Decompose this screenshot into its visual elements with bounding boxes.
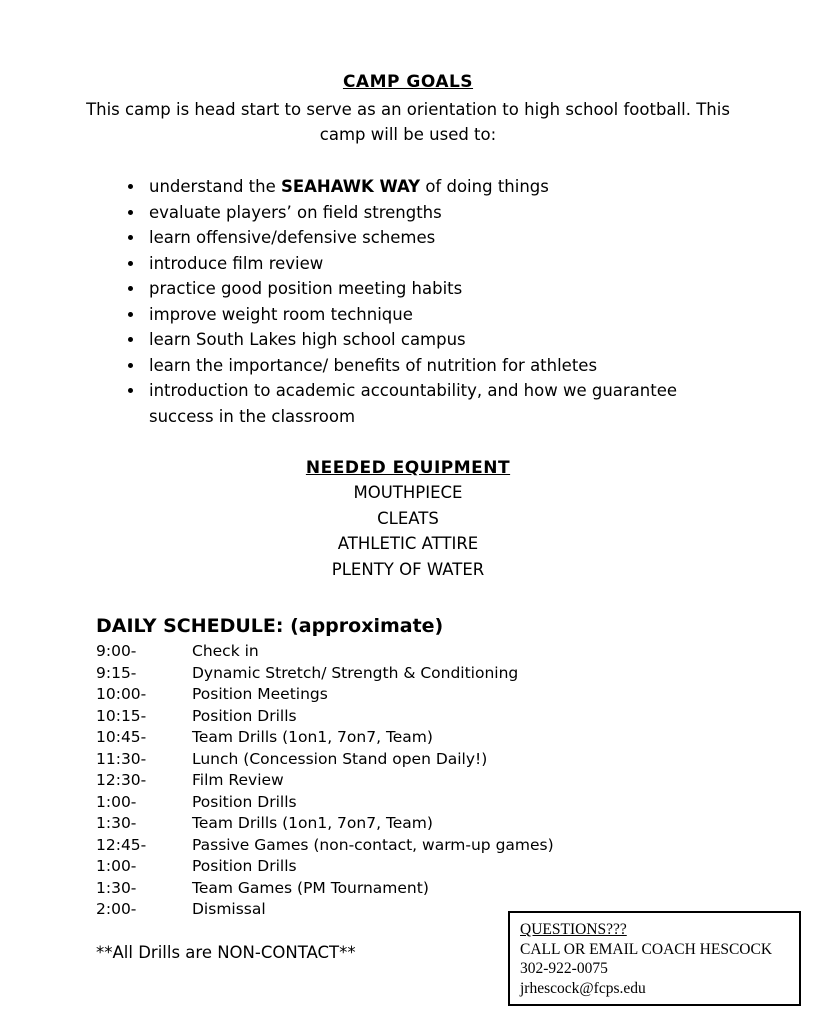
schedule-activity: Position Meetings <box>192 685 328 703</box>
goal-bullet-text: practice good position meeting habits <box>149 279 463 298</box>
contact-box <box>508 911 801 1006</box>
goal-bullet-text: introduction to academic accountability, and how we guarantee success in the classroom <box>149 381 678 426</box>
contact-box-line: CALL OR EMAIL COACH HESCOCK <box>520 940 773 958</box>
schedule-activity: Position Drills <box>192 706 297 725</box>
goal-bullet-text: learn the importance/ benefits of nutrition for athletes <box>149 355 598 375</box>
schedule-row <box>96 856 816 878</box>
schedule-activity: Team Drills (1on1, 7on7, Team) <box>192 814 433 832</box>
goal-bullet-item <box>145 378 685 429</box>
schedule-time: 1:30- <box>96 878 137 897</box>
schedule-time: 9:15- <box>96 663 137 682</box>
schedule-time: 1:00- <box>96 792 137 811</box>
schedule-row <box>96 749 816 771</box>
daily-schedule-section <box>96 615 816 921</box>
schedule-activity: Passive Games (non-contact, warm-up games) <box>192 835 554 854</box>
goal-bullet-item <box>145 302 685 328</box>
goal-bullet-item <box>145 251 685 277</box>
schedule-activity: Dynamic Stretch/ Strength & Conditioning <box>192 663 519 682</box>
goal-bullet-text: learn South Lakes high school campus <box>149 330 466 349</box>
equipment-item: ATHLETIC ATTIRE <box>337 534 479 553</box>
goal-bullet-item <box>145 353 685 379</box>
schedule-row <box>96 878 816 900</box>
schedule-time: 10:15- <box>96 706 147 725</box>
schedule-row <box>96 835 816 857</box>
schedule-time: 10:45- <box>96 728 147 746</box>
schedule-row <box>96 813 816 835</box>
contact-email: jrhescock@fcps.edu <box>520 979 646 997</box>
schedule-row <box>96 684 816 706</box>
schedule-row <box>96 727 816 749</box>
goal-bullet-bold-text: SEAHAWK WAY <box>281 177 421 196</box>
equipment-item: MOUTHPIECE <box>353 483 463 502</box>
schedule-time: 11:30- <box>96 749 147 768</box>
schedule-time: 12:30- <box>96 771 147 789</box>
goal-bullet-text: introduce film review <box>149 253 324 273</box>
schedule-activity: Team Drills (1on1, 7on7, Team) <box>192 728 433 746</box>
schedule-time: 1:00- <box>96 857 137 875</box>
contact-box-title: QUESTIONS??? <box>520 921 627 938</box>
schedule-activity: Team Games (PM Tournament) <box>192 878 429 897</box>
goal-bullet-text: understand the <box>149 177 281 196</box>
schedule-row <box>96 706 816 728</box>
schedule-time: 1:30- <box>96 814 137 832</box>
camp-goals-title: CAMP GOALS <box>342 72 474 92</box>
schedule-time: 9:00- <box>96 642 137 660</box>
schedule-activity: Position Drills <box>192 857 297 875</box>
schedule-row <box>96 641 816 663</box>
goal-bullet-text: improve weight room technique <box>149 304 413 324</box>
goal-bullet-item <box>145 174 685 200</box>
goal-bullet-item <box>145 327 685 353</box>
schedule-time: 12:45- <box>96 835 147 854</box>
schedule-row <box>96 663 816 685</box>
schedule-time: 2:00- <box>96 900 137 918</box>
schedule-activity: Dismissal <box>192 900 266 918</box>
schedule-row <box>96 770 816 792</box>
goal-bullet-text: of doing things <box>420 177 549 196</box>
goal-bullet-item <box>145 276 685 302</box>
needed-equipment-list <box>0 480 816 582</box>
goal-bullet-text: evaluate players’ on field strengths <box>149 202 442 222</box>
schedule-row <box>96 792 816 814</box>
non-contact-note: **All Drills are NON-CONTACT** <box>96 942 356 962</box>
equipment-item: PLENTY OF WATER <box>331 559 485 579</box>
needed-equipment-title: NEEDED EQUIPMENT <box>305 458 511 478</box>
contact-phone: 302-922-0075 <box>520 960 608 977</box>
needed-equipment-section <box>0 458 816 582</box>
schedule-activity: Check in <box>192 642 259 660</box>
schedule-activity: Film Review <box>192 771 284 789</box>
schedule-activity: Position Drills <box>192 792 297 811</box>
goal-bullet-item <box>145 200 685 226</box>
equipment-item: CLEATS <box>377 508 439 528</box>
daily-schedule-rows <box>96 641 816 921</box>
camp-goals-bullet-list <box>0 174 685 429</box>
schedule-activity: Lunch (Concession Stand open Daily!) <box>192 749 488 768</box>
goal-bullet-item <box>145 225 685 251</box>
camp-goals-intro: This camp is head start to serve as an orientation to high school football. This camp will be used to: <box>86 100 730 144</box>
daily-schedule-heading: DAILY SCHEDULE: (approximate) <box>96 615 444 637</box>
goal-bullet-text: learn offensive/defensive schemes <box>149 228 436 247</box>
schedule-time: 10:00- <box>96 685 147 703</box>
